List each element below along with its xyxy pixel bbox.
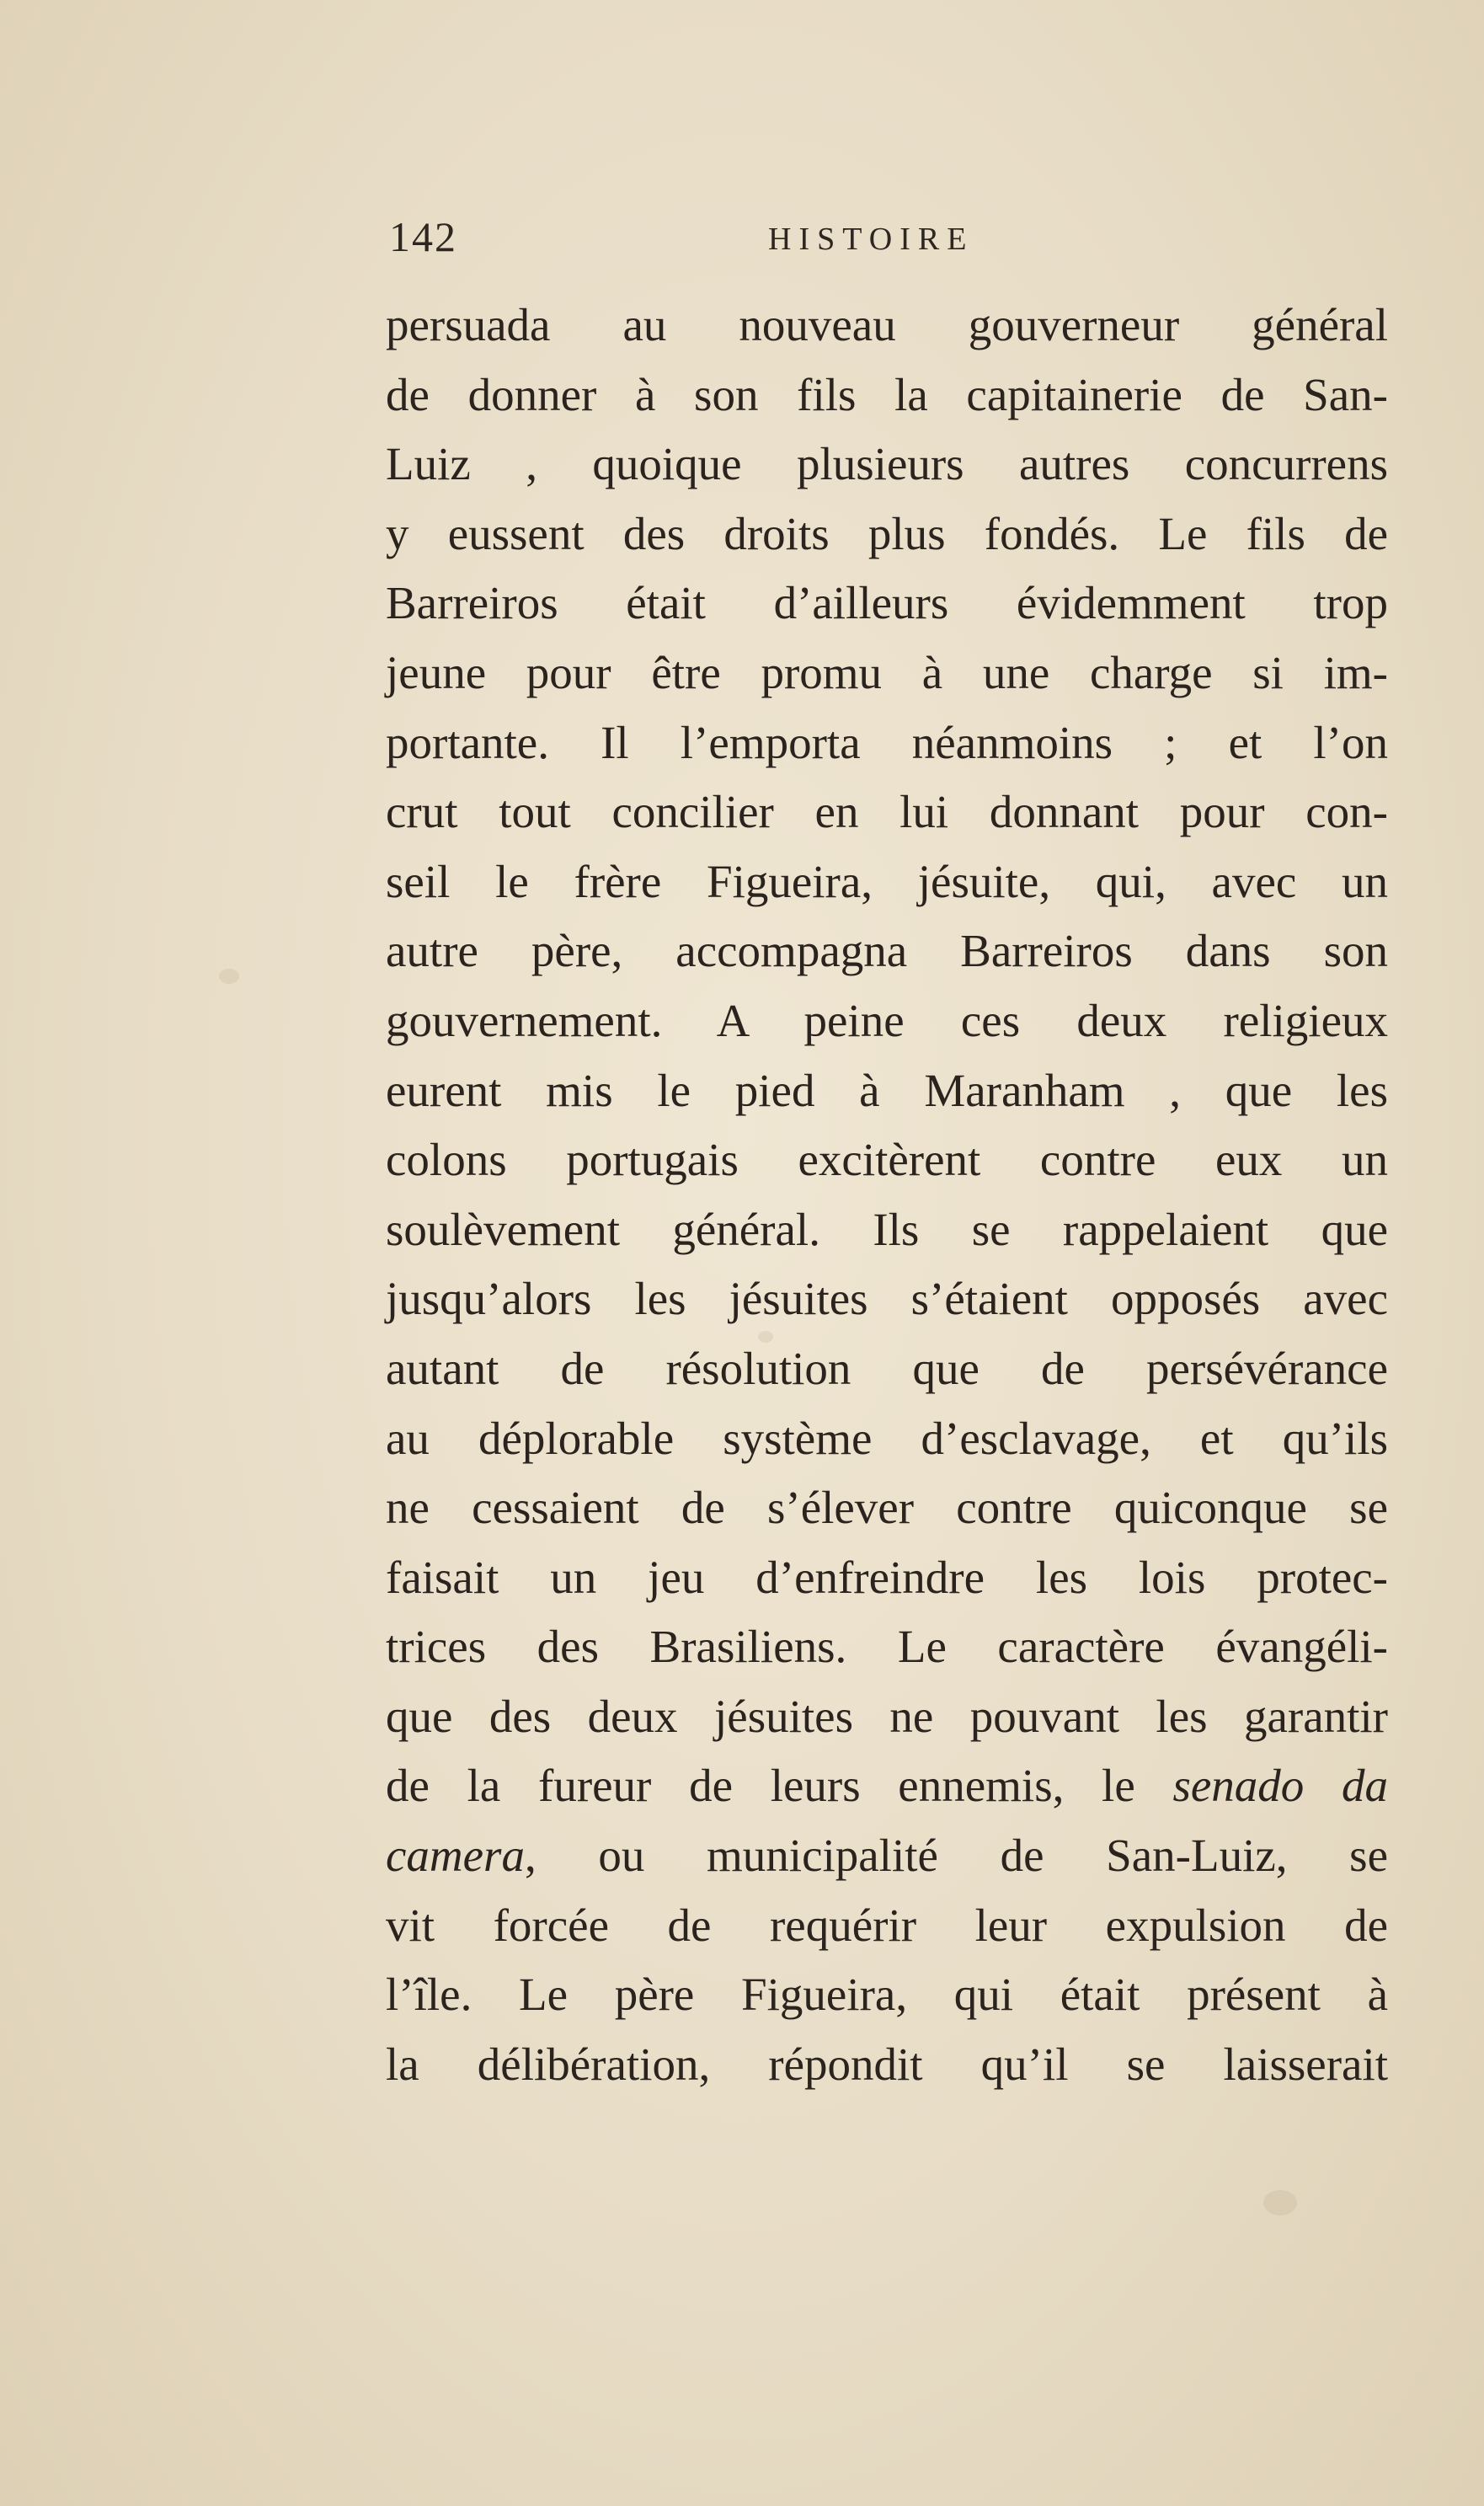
text-line: au déplorable système d’esclavage, et qu’ils bbox=[386, 1412, 1388, 1464]
text-line: portante. Il l’emporta néanmoins ; et l’on bbox=[386, 716, 1388, 768]
text-run: , ou municipalité de San-Luiz, se bbox=[524, 1830, 1388, 1882]
text-line: ne cessaient de s’élever contre quiconque se bbox=[386, 1482, 1388, 1534]
text-line: persuada au nouveau gouverneur général bbox=[386, 299, 1388, 350]
page-header bbox=[389, 212, 1383, 271]
text-line: Luiz , quoique plusieurs autres concurrens bbox=[386, 438, 1388, 490]
text-line: seil le frère Figueira, jésuite, qui, avec un bbox=[386, 855, 1388, 907]
text-line: faisait un jeu d’enfreindre les lois protec- bbox=[386, 1551, 1388, 1603]
page-number: 142 bbox=[389, 213, 457, 260]
text-line: de donner à son fils la capitainerie de San- bbox=[386, 368, 1388, 420]
running-head: HISTOIRE bbox=[768, 222, 974, 257]
text-line: trices des Brasiliens. Le caractère évangéli- bbox=[386, 1621, 1388, 1673]
text-line: la délibération, répondit qu’il se laisserait bbox=[386, 2038, 1388, 2090]
italic-phrase: camera bbox=[386, 1830, 525, 1882]
text-line: jeune pour être promu à une charge si im- bbox=[386, 646, 1388, 698]
text-line: gouvernement. A peine ces deux religieux bbox=[386, 994, 1388, 1046]
text-line-mixed bbox=[386, 1751, 1388, 1821]
text-line: y eussent des droits plus fondés. Le fils de bbox=[386, 507, 1388, 559]
text-line: autant de résolution que de persévérance bbox=[386, 1342, 1388, 1394]
text-line: jusqu’alors les jésuites s’étaient opposés avec bbox=[386, 1273, 1388, 1325]
text-line: Barreiros était d’ailleurs évidemment trop bbox=[386, 577, 1388, 629]
text-line: l’île. Le père Figueira, qui était présent à bbox=[386, 1969, 1388, 2021]
text-line: colons portugais excitèrent contre eux un bbox=[386, 1134, 1388, 1186]
text-line: soulèvement général. Ils se rappelaient que bbox=[386, 1203, 1388, 1255]
body-text bbox=[386, 291, 1388, 2099]
text-line: que des deux jésuites ne pouvant les garantir bbox=[386, 1690, 1388, 1742]
italic-phrase: senado da bbox=[1172, 1760, 1388, 1812]
text-line: autre père, accompagna Barreiros dans son bbox=[386, 925, 1388, 977]
text-line: vit forcée de requérir leur expulsion de bbox=[386, 1899, 1388, 1951]
text-line-mixed bbox=[386, 1821, 1388, 1891]
text-run: de la fureur de leurs ennemis, le bbox=[386, 1760, 1173, 1812]
paper-stain bbox=[219, 969, 239, 984]
text-line: crut tout concilier en lui donnant pour con- bbox=[386, 786, 1388, 838]
text-line: eurent mis le pied à Maranham , que les bbox=[386, 1064, 1388, 1116]
paper-stain bbox=[1263, 2190, 1297, 2215]
